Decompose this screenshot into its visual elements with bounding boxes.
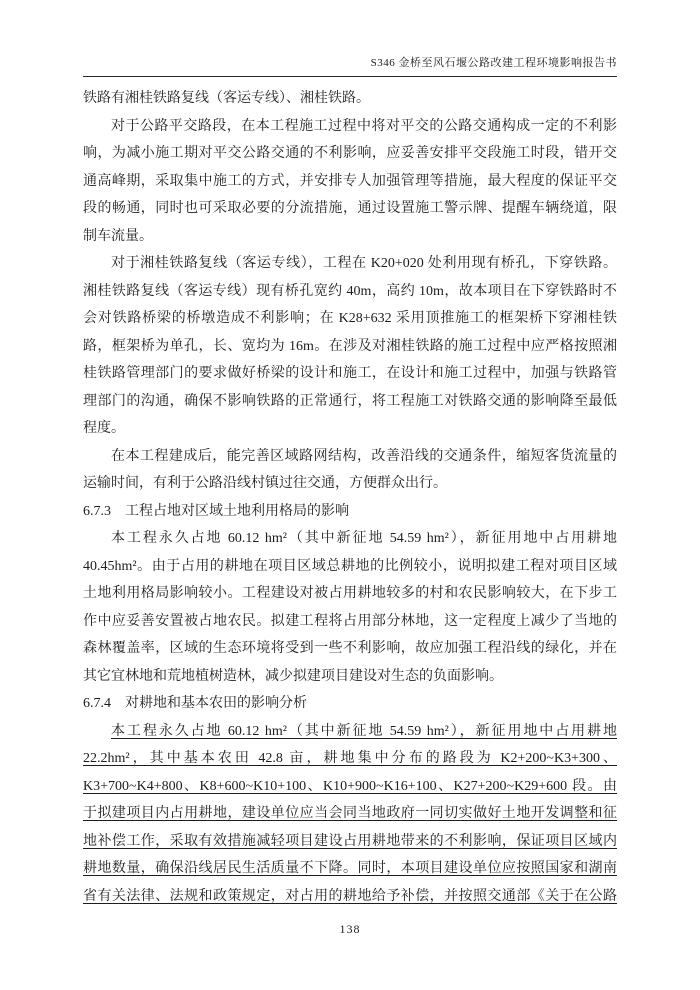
- header-title: S346 金桥至风石堰公路改建工程环境影响报告书: [370, 57, 617, 69]
- text-line: 作中应妥善安置被占地农民。拟建工程将占用部分林地，这一定程度上减少了当地的: [83, 613, 617, 629]
- text-line: 湘桂铁路复线（客运专线）现有桥孔宽约 40m，高约 10m，故本项目在下穿铁路时不: [83, 283, 617, 299]
- section-heading: 6.7.3 工程占地对区域土地利用格局的影响: [83, 503, 349, 519]
- document-body: [83, 77, 617, 910]
- text-line: 耕地数量，确保沿线居民生活质量不下降。同时，本项目建设单位应按照国家和湖南: [83, 861, 617, 876]
- text-line: 段的畅通，同时也可采取必要的分流措施，通过设置施工警示牌、提醒车辆绕道，限: [83, 201, 617, 216]
- text-line: 省有关法律、法规和政策规定，对占用的耕地给予补偿，并按照交通部《关于在公路: [83, 888, 617, 904]
- text-line: 22.2hm²，其中基本农田 42.8 亩，耕地集中分布的路段为 K2+200~K3+300、: [83, 751, 617, 766]
- text-line: 通高峰期，采取集中施工的方式，并安排专人加强管理等措施，最大程度的保证平交: [83, 173, 617, 189]
- text-line: 制车流量。: [83, 228, 153, 244]
- page-footer: [0, 922, 700, 937]
- text-line: 土地利用格局影响较小。工程建设对被占用耕地较多的村和农民影响较大，在下步工: [83, 586, 617, 601]
- text-line: 桂铁路管理部门的要求做好桥梁的设计和施工，在设计和施工过程中，加强与铁路管: [83, 366, 617, 381]
- text-line: 响，为减小施工期对平交公路交通的不利影响，应妥善安排平交段施工时段，错开交: [83, 146, 617, 161]
- text-line: 对于湘桂铁路复线（客运专线），工程在 K20+020 处利用现有桥孔，下穿铁路。: [111, 256, 617, 271]
- text-line: 路，框架桥为单孔，长、宽均为 16m。在涉及对湘桂铁路的施工过程中应严格按照湘: [83, 338, 617, 354]
- text-line: 40.45hm²。由于占用的耕地在项目区域总耕地的比例较小，说明拟建工程对项目区域: [83, 558, 617, 574]
- text-line: 运输时间，有利于公路沿线村镇过往交通，方便群众出行。: [83, 476, 447, 491]
- page-number: 138: [339, 922, 361, 936]
- text-line: 本工程永久占地 60.12 hm²（其中新征地 54.59 hm²），新征用地中占用耕地: [111, 723, 617, 739]
- text-line: 其它宜林地和荒地植树造林，减少拟建项目建设对生态的负面影响。: [83, 668, 503, 684]
- text-line: 理部门的沟通，确保不影响铁路的正常通行，将工程施工对铁路交通的影响降至最低: [83, 393, 617, 409]
- text-line: 本工程永久占地 60.12 hm²（其中新征地 54.59 hm²），新征用地中占用耕地: [111, 531, 617, 546]
- text-line: 于拟建项目内占用耕地，建设单位应当会同当地政府一同切实做好土地开发调整和征: [83, 806, 617, 821]
- text-line: 对于公路平交路段，在本工程施工过程中将对平交的公路交通构成一定的不利影: [111, 118, 617, 134]
- text-line: K3+700~K4+800、K8+600~K10+100、K10+900~K16+100、K27+200~K29+600 段。由: [83, 778, 617, 794]
- text-line: 会对铁路桥梁的桥墩造成不利影响；在 K28+632 采用顶推施工的框架桥下穿湘桂铁: [83, 311, 617, 326]
- text-line: 地补偿工作，采取有效措施减轻项目建设占用耕地带来的不利影响，保证项目区域内: [83, 833, 617, 849]
- text-line: 程度。: [83, 421, 125, 436]
- page-header: [83, 0, 617, 77]
- text-line: 森林覆盖率，区域的生态环境将受到一些不利影响，故应加强工程沿线的绿化，并在: [83, 641, 617, 656]
- section-heading: 6.7.4 对耕地和基本农田的影响分析: [83, 696, 307, 711]
- text-line: 铁路有湘桂铁路复线（客运专线）、湘桂铁路。: [83, 91, 370, 106]
- text-line: 在本工程建成后，能完善区域路网结构，改善沿线的交通条件，缩短客货流量的: [111, 448, 617, 464]
